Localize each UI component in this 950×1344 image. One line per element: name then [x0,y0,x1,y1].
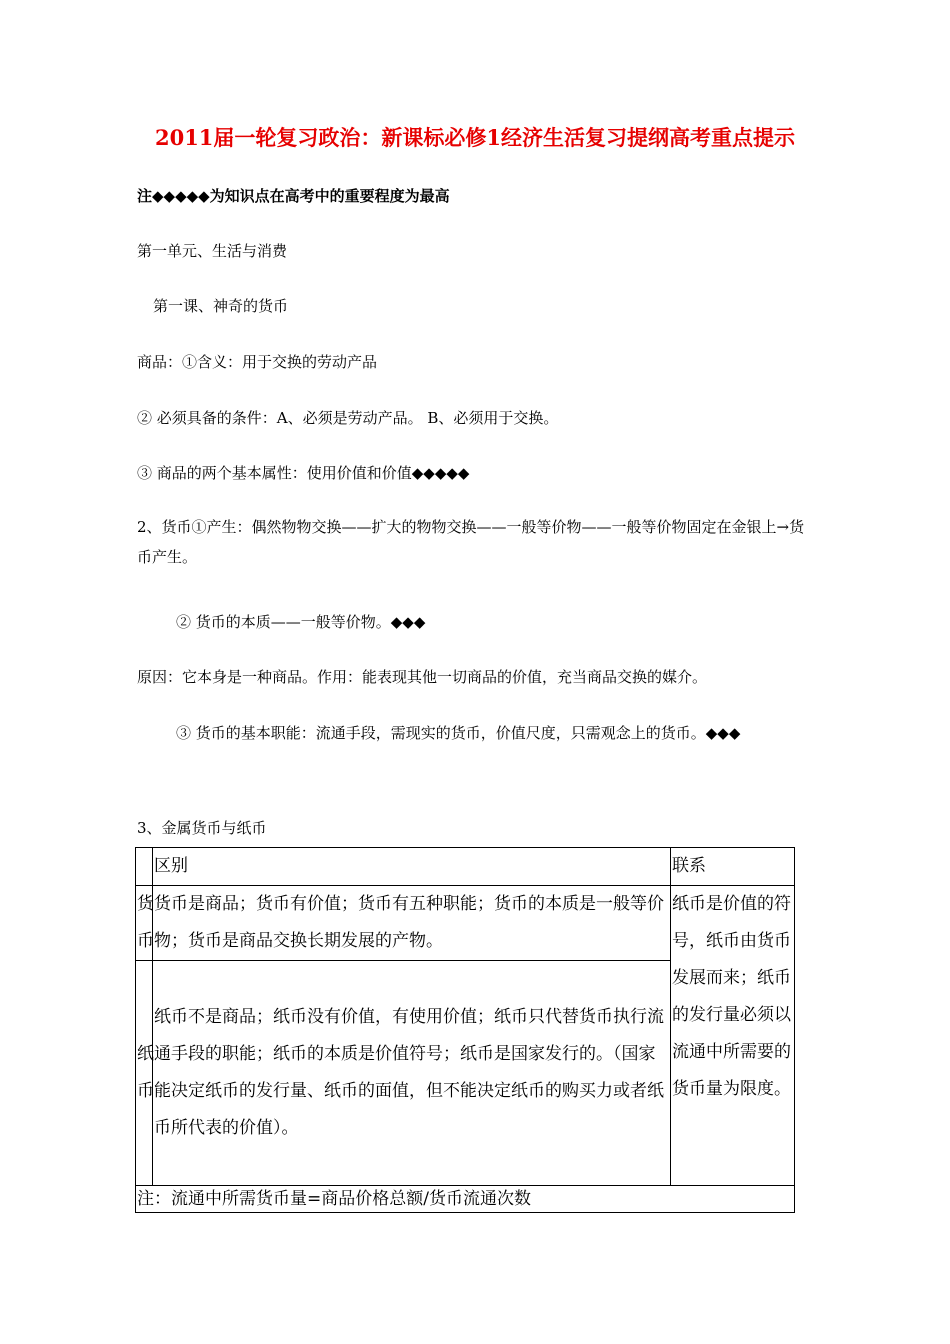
row-label-paper-money: 纸币 [136,961,153,1186]
paragraph-money-reason: 原因：它本身是一种商品。作用：能表现其他一切商品的价值，充当商品交换的媒介。 [137,668,708,686]
table-row [136,848,795,886]
table-header-relation: 联系 [671,848,795,886]
table-row [136,886,795,961]
unit-heading: 第一单元、生活与消费 [137,242,288,260]
section-heading-metal-paper: 3、金属货币与纸币 [137,819,267,837]
paragraph-commodity-attributes: ③ 商品的两个基本属性：使用价值和价值◆◆◆◆◆ [137,464,470,482]
importance-note: 注◆◆◆◆◆为知识点在高考中的重要程度为最高 [137,187,450,205]
row-label-money: 货币 [136,886,153,961]
paragraph-commodity-conditions: ② 必须具备的条件：A、必须是劳动产品。 B、必须用于交换。 [137,409,559,427]
document-title: 2011届一轮复习政治：新课标必修1经济生活复习提纲高考重点提示 [154,125,796,150]
table-cell-empty [136,848,153,886]
paragraph-money-essence: ② 货币的本质——一般等价物。◆◆◆ [176,613,426,631]
table-footer-note: 注：流通中所需货币量=商品价格总额/货币流通次数 [136,1186,795,1213]
comparison-table [135,847,795,1213]
cell-money-difference: 货币是商品；货币有价值；货币有五种职能；货币的本质是一般等价物；货币是商品交换长期发展的产物。 [153,886,671,961]
lesson-heading: 第一课、神奇的货币 [153,297,289,315]
cell-relation: 纸币是价值的符号，纸币由货币发展而来；纸币的发行量必须以流通中所需要的货币量为限度。 [671,886,795,1186]
paragraph-commodity-definition: 商品：①含义：用于交换的劳动产品 [137,353,378,371]
cell-paper-money-difference: 纸币不是商品；纸币没有价值，有使用价值；纸币只代替货币执行流通手段的职能；纸币的本质是价值符号；纸币是国家发行的。（国家能决定纸币的发行量、纸币的面值，但不能决定纸币的购买力或者纸币所代表的价值）。 [153,961,671,1186]
table-row [136,1186,795,1213]
table-header-difference: 区别 [153,848,671,886]
paragraph-money-origin: 2、货币①产生：偶然物物交换——扩大的物物交换——一般等价物——一般等价物固定在金银上→货币产生。 [137,518,805,566]
paragraph-money-functions: ③ 货币的基本职能：流通手段，需现实的货币，价值尺度，只需观念上的货币。◆◆◆ [176,724,741,742]
